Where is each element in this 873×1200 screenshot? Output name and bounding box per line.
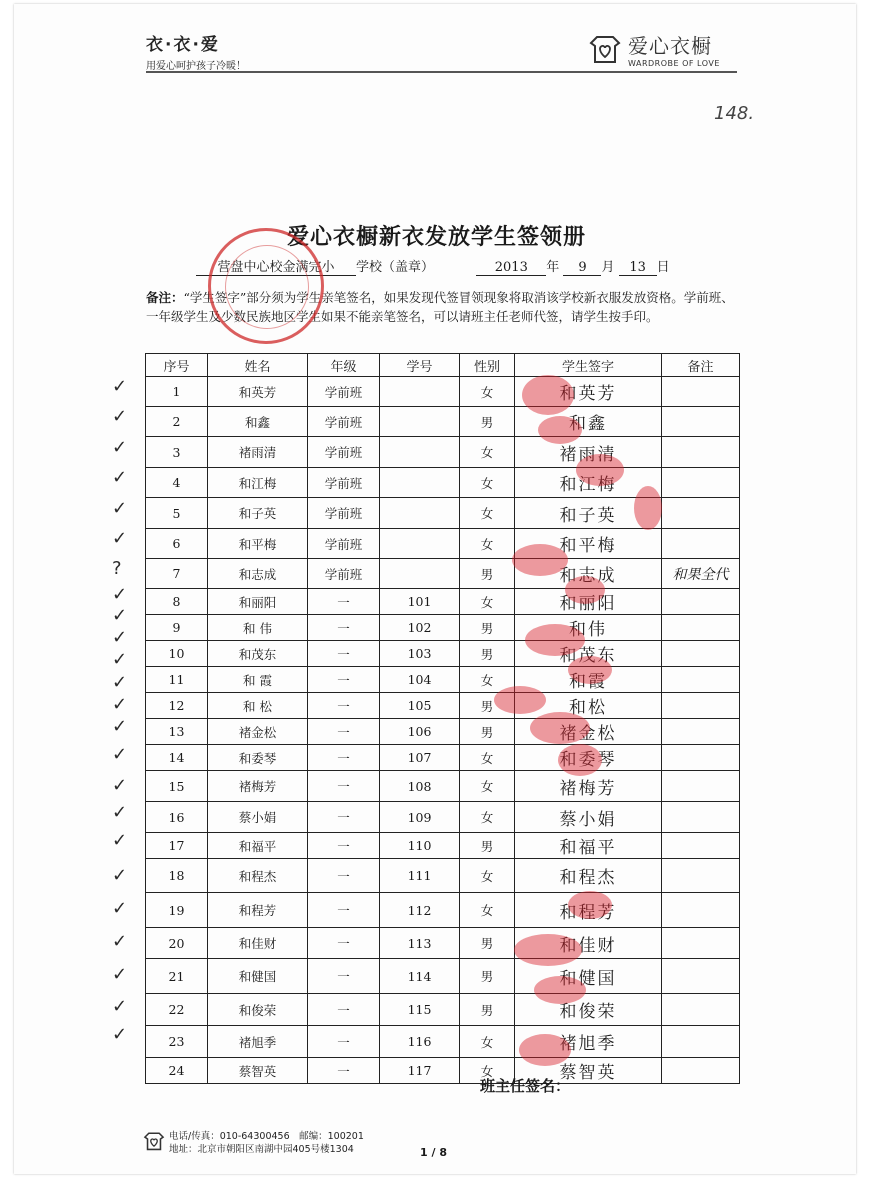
col-header-name: 姓名: [208, 354, 308, 377]
header-divider: [146, 71, 737, 73]
gender: 女: [460, 589, 515, 615]
footer-contact: [143, 1130, 364, 1156]
table-row: [146, 1026, 740, 1058]
brand-left: [146, 30, 246, 72]
roster-table: [145, 353, 740, 1084]
row-number: 1: [146, 377, 208, 407]
student-name: 和健国: [208, 959, 308, 994]
student-id: 114: [380, 959, 460, 994]
remark: [662, 589, 740, 615]
student-name: 褚雨清: [208, 437, 308, 468]
student-name: 和 伟: [208, 615, 308, 641]
gender: 男: [460, 693, 515, 719]
student-signature: 和子英: [515, 498, 662, 529]
col-header-number: 序号: [146, 354, 208, 377]
gender: 女: [460, 893, 515, 928]
grade: 一: [308, 1026, 380, 1058]
check-mark-icon: ✓: [112, 996, 128, 1017]
check-mark-icon: ✓: [112, 743, 128, 765]
day-value: 13: [619, 260, 657, 276]
gender: 男: [460, 928, 515, 959]
remark: [662, 994, 740, 1026]
table-row: [146, 833, 740, 859]
remark: [662, 1058, 740, 1084]
brand-right-tagline: WARDROBE OF LOVE: [628, 59, 720, 68]
brand-left-name: 衣·衣·爱: [146, 35, 220, 55]
row-number: 11: [146, 667, 208, 693]
gender: 女: [460, 437, 515, 468]
student-name: 和 霞: [208, 667, 308, 693]
student-signature: 和俊荣: [515, 994, 662, 1026]
student-name: 和平梅: [208, 529, 308, 559]
student-id: [380, 529, 460, 559]
student-name: 和委琴: [208, 745, 308, 771]
grade: 学前班: [308, 377, 380, 407]
student-id: [380, 559, 460, 589]
student-signature: 和丽阳: [515, 589, 662, 615]
teacher-signature-label: 班主任签名：: [480, 1077, 571, 1095]
row-number: 21: [146, 959, 208, 994]
grade: 一: [308, 833, 380, 859]
grade: 一: [308, 802, 380, 833]
handwritten-page-mark: 148.: [714, 103, 755, 124]
gender: 女: [460, 377, 515, 407]
check-mark-icon: ✓: [112, 649, 128, 670]
table-row: [146, 745, 740, 771]
student-signature: 和佳财: [515, 928, 662, 959]
student-name: 和丽阳: [208, 589, 308, 615]
gender: 女: [460, 529, 515, 559]
grade: 一: [308, 745, 380, 771]
school-name: 营盘中心校金满完小: [196, 256, 356, 276]
student-name: 和鑫: [208, 407, 308, 437]
year-value: 2013: [476, 260, 546, 276]
grade: 学前班: [308, 437, 380, 468]
gender: 女: [460, 1026, 515, 1058]
grade: 一: [308, 959, 380, 994]
student-signature: 和江梅: [515, 468, 662, 498]
student-signature: 褚旭季: [515, 1026, 662, 1058]
check-mark-icon: ✓: [112, 830, 128, 851]
check-mark-icon: ✓: [112, 716, 128, 737]
student-signature: 褚雨清: [515, 437, 662, 468]
student-id: [380, 437, 460, 468]
student-signature: 和平梅: [515, 529, 662, 559]
row-number: 4: [146, 468, 208, 498]
table-row: [146, 771, 740, 802]
row-number: 13: [146, 719, 208, 745]
student-id: 106: [380, 719, 460, 745]
student-signature: 和程杰: [515, 859, 662, 893]
remark: [662, 693, 740, 719]
student-signature: 蔡智英: [515, 1058, 662, 1084]
month-label: 月: [601, 260, 615, 275]
grade: 一: [308, 693, 380, 719]
student-name: 和江梅: [208, 468, 308, 498]
gender: 女: [460, 498, 515, 529]
student-signature: 和福平: [515, 833, 662, 859]
remark: [662, 859, 740, 893]
grade: 一: [308, 994, 380, 1026]
table-row: [146, 377, 740, 407]
student-name: 蔡小娟: [208, 802, 308, 833]
remark: [662, 407, 740, 437]
student-name: 和福平: [208, 833, 308, 859]
remark: [662, 802, 740, 833]
check-mark-icon: ✓: [112, 376, 128, 397]
table-row: [146, 928, 740, 959]
student-name: 和程杰: [208, 859, 308, 893]
remark: [662, 745, 740, 771]
page-number: 1 / 8: [420, 1146, 447, 1159]
remark: [662, 641, 740, 667]
table-row: [146, 959, 740, 994]
footer-phone: 电话/传真：010-64300456 邮编：100201: [169, 1131, 364, 1142]
student-id: 108: [380, 771, 460, 802]
footer-address: 地址：北京市朝阳区南湖中园405号楼1304: [169, 1144, 354, 1155]
check-mark-icon: ✓: [112, 774, 128, 796]
year-label: 年: [546, 260, 560, 275]
table-row: [146, 719, 740, 745]
student-id: 115: [380, 994, 460, 1026]
student-name: 褚梅芳: [208, 771, 308, 802]
grade: 学前班: [308, 559, 380, 589]
row-number: 12: [146, 693, 208, 719]
check-mark-icon: ✓: [112, 801, 128, 823]
remark: [662, 833, 740, 859]
table-row: [146, 529, 740, 559]
remark: [662, 437, 740, 468]
table-row: [146, 468, 740, 498]
remark: [662, 468, 740, 498]
table-row: [146, 498, 740, 529]
gender: 女: [460, 771, 515, 802]
gender: 女: [460, 667, 515, 693]
check-mark-icon: ✓: [112, 528, 128, 549]
row-number: 24: [146, 1058, 208, 1084]
student-id: 101: [380, 589, 460, 615]
row-number: 2: [146, 407, 208, 437]
grade: 一: [308, 859, 380, 893]
grade: 学前班: [308, 529, 380, 559]
gender: 男: [460, 959, 515, 994]
row-number: 16: [146, 802, 208, 833]
table-row: [146, 641, 740, 667]
check-mark-icon: ✓: [112, 964, 128, 985]
note-text: “学生签字”部分须为学生亲笔签名，如果发现代签冒领现象将取消该学校新衣服发放资格。学前班、一年级学生及少数民族地区学生如果不能亲笔签名，可以请班主任老师代签，请学生按手印。: [146, 290, 734, 324]
student-name: 和俊荣: [208, 994, 308, 1026]
student-signature: 褚梅芳: [515, 771, 662, 802]
student-name: 褚旭季: [208, 1026, 308, 1058]
student-id: 109: [380, 802, 460, 833]
table-row: [146, 667, 740, 693]
remark: [662, 719, 740, 745]
brand-right: [588, 30, 720, 68]
remark: [662, 959, 740, 994]
student-id: 113: [380, 928, 460, 959]
remark: [662, 667, 740, 693]
student-signature: 和英芳: [515, 377, 662, 407]
col-header-grade: 年级: [308, 354, 380, 377]
table-row: [146, 407, 740, 437]
student-name: 和 松: [208, 693, 308, 719]
check-mark-icon: ✓: [112, 583, 128, 605]
student-id: 102: [380, 615, 460, 641]
student-signature: 和健国: [515, 959, 662, 994]
student-name: 蔡智英: [208, 1058, 308, 1084]
row-number: 15: [146, 771, 208, 802]
grade: 一: [308, 771, 380, 802]
grade: 学前班: [308, 407, 380, 437]
brand-right-name: 爱心衣橱: [628, 34, 712, 58]
student-name: 和佳财: [208, 928, 308, 959]
row-number: 9: [146, 615, 208, 641]
student-signature: 和霞: [515, 667, 662, 693]
student-id: 110: [380, 833, 460, 859]
school-suffix: 学校（盖章）: [356, 260, 435, 275]
row-number: 20: [146, 928, 208, 959]
student-signature: 褚金松: [515, 719, 662, 745]
row-number: 6: [146, 529, 208, 559]
page-title: 爱心衣橱新衣发放学生签领册: [286, 225, 586, 250]
student-signature: 和茂东: [515, 641, 662, 667]
check-mark-icon: ✓: [112, 626, 128, 648]
student-id: [380, 377, 460, 407]
col-header-gender: 性别: [460, 354, 515, 377]
table-row: [146, 693, 740, 719]
check-mark-icon: ✓: [112, 406, 128, 427]
grade: 一: [308, 928, 380, 959]
table-row: [146, 893, 740, 928]
student-id: 116: [380, 1026, 460, 1058]
student-name: 和志成: [208, 559, 308, 589]
student-id: 111: [380, 859, 460, 893]
row-number: 7: [146, 559, 208, 589]
wardrobe-heart-logo-icon: [588, 32, 622, 66]
gender: 男: [460, 719, 515, 745]
remark: [662, 498, 740, 529]
note-label: 备注：: [146, 290, 184, 305]
table-header-row: [146, 354, 740, 377]
col-header-remark: 备注: [662, 354, 740, 377]
remark: [662, 928, 740, 959]
check-mark-icon: ✓: [112, 436, 128, 458]
gender: 男: [460, 407, 515, 437]
student-name: 褚金松: [208, 719, 308, 745]
table-row: [146, 437, 740, 468]
month-value: 9: [563, 260, 601, 276]
student-signature: 蔡小娟: [515, 802, 662, 833]
student-id: [380, 407, 460, 437]
student-id: [380, 498, 460, 529]
gender: 女: [460, 859, 515, 893]
student-id: 112: [380, 893, 460, 928]
table-row: [146, 859, 740, 893]
student-signature: 和伟: [515, 615, 662, 641]
grade: 一: [308, 1058, 380, 1084]
day-label: 日: [656, 260, 670, 275]
gender: 男: [460, 559, 515, 589]
remark: [662, 529, 740, 559]
brand-left-slogan: 用爱心呵护孩子冷暖！: [146, 61, 246, 72]
check-mark-icon: ✓: [112, 864, 128, 886]
school-seal-stamp: [208, 228, 324, 344]
gender: 女: [460, 468, 515, 498]
check-mark-icon: ✓: [112, 897, 128, 919]
student-name: 和子英: [208, 498, 308, 529]
table-row: [146, 589, 740, 615]
student-id: 103: [380, 641, 460, 667]
gender: 女: [460, 745, 515, 771]
row-number: 10: [146, 641, 208, 667]
check-mark-icon: ✓: [112, 693, 128, 715]
gender: 男: [460, 615, 515, 641]
table-row: [146, 1058, 740, 1084]
grade: 一: [308, 641, 380, 667]
table-row: [146, 994, 740, 1026]
gender: 男: [460, 994, 515, 1026]
grade: 一: [308, 667, 380, 693]
student-signature: 和鑫: [515, 407, 662, 437]
table-row: [146, 615, 740, 641]
gender: 男: [460, 641, 515, 667]
student-signature: 和松: [515, 693, 662, 719]
grade: 一: [308, 615, 380, 641]
student-name: 和茂东: [208, 641, 308, 667]
student-id: [380, 468, 460, 498]
gender: 女: [460, 1058, 515, 1084]
check-mark-icon: ✓: [112, 497, 128, 519]
row-number: 14: [146, 745, 208, 771]
check-mark-icon: ✓: [112, 604, 128, 626]
student-signature: 和程芳: [515, 893, 662, 928]
row-number: 18: [146, 859, 208, 893]
student-id: 104: [380, 667, 460, 693]
gender: 男: [460, 833, 515, 859]
student-id: 117: [380, 1058, 460, 1084]
footer-logo-icon: [143, 1130, 165, 1152]
row-number: 5: [146, 498, 208, 529]
student-id: 105: [380, 693, 460, 719]
remark: 和果全代: [662, 559, 740, 589]
student-signature: 和志成: [515, 559, 662, 589]
col-header-signature: 学生签字: [515, 354, 662, 377]
row-number: 3: [146, 437, 208, 468]
row-number: 22: [146, 994, 208, 1026]
remark: [662, 771, 740, 802]
grade: 学前班: [308, 498, 380, 529]
table-row: [146, 559, 740, 589]
col-header-student-id: 学号: [380, 354, 460, 377]
remark: [662, 893, 740, 928]
grade: 一: [308, 589, 380, 615]
grade: 一: [308, 719, 380, 745]
row-number: 17: [146, 833, 208, 859]
student-name: 和程芳: [208, 893, 308, 928]
row-number: 23: [146, 1026, 208, 1058]
row-number: 8: [146, 589, 208, 615]
remark: [662, 615, 740, 641]
check-mark-icon: ✓: [112, 467, 128, 488]
student-id: 107: [380, 745, 460, 771]
grade: 一: [308, 893, 380, 928]
student-name: 和英芳: [208, 377, 308, 407]
row-number: 19: [146, 893, 208, 928]
gender: 女: [460, 802, 515, 833]
remark: [662, 1026, 740, 1058]
remark: [662, 377, 740, 407]
check-mark-icon: ✓: [112, 1023, 128, 1045]
student-signature: 和委琴: [515, 745, 662, 771]
check-mark-icon: ✓: [112, 930, 128, 952]
table-row: [146, 802, 740, 833]
check-mark-icon: ?: [112, 558, 122, 579]
check-mark-icon: ✓: [112, 671, 128, 693]
grade: 学前班: [308, 468, 380, 498]
